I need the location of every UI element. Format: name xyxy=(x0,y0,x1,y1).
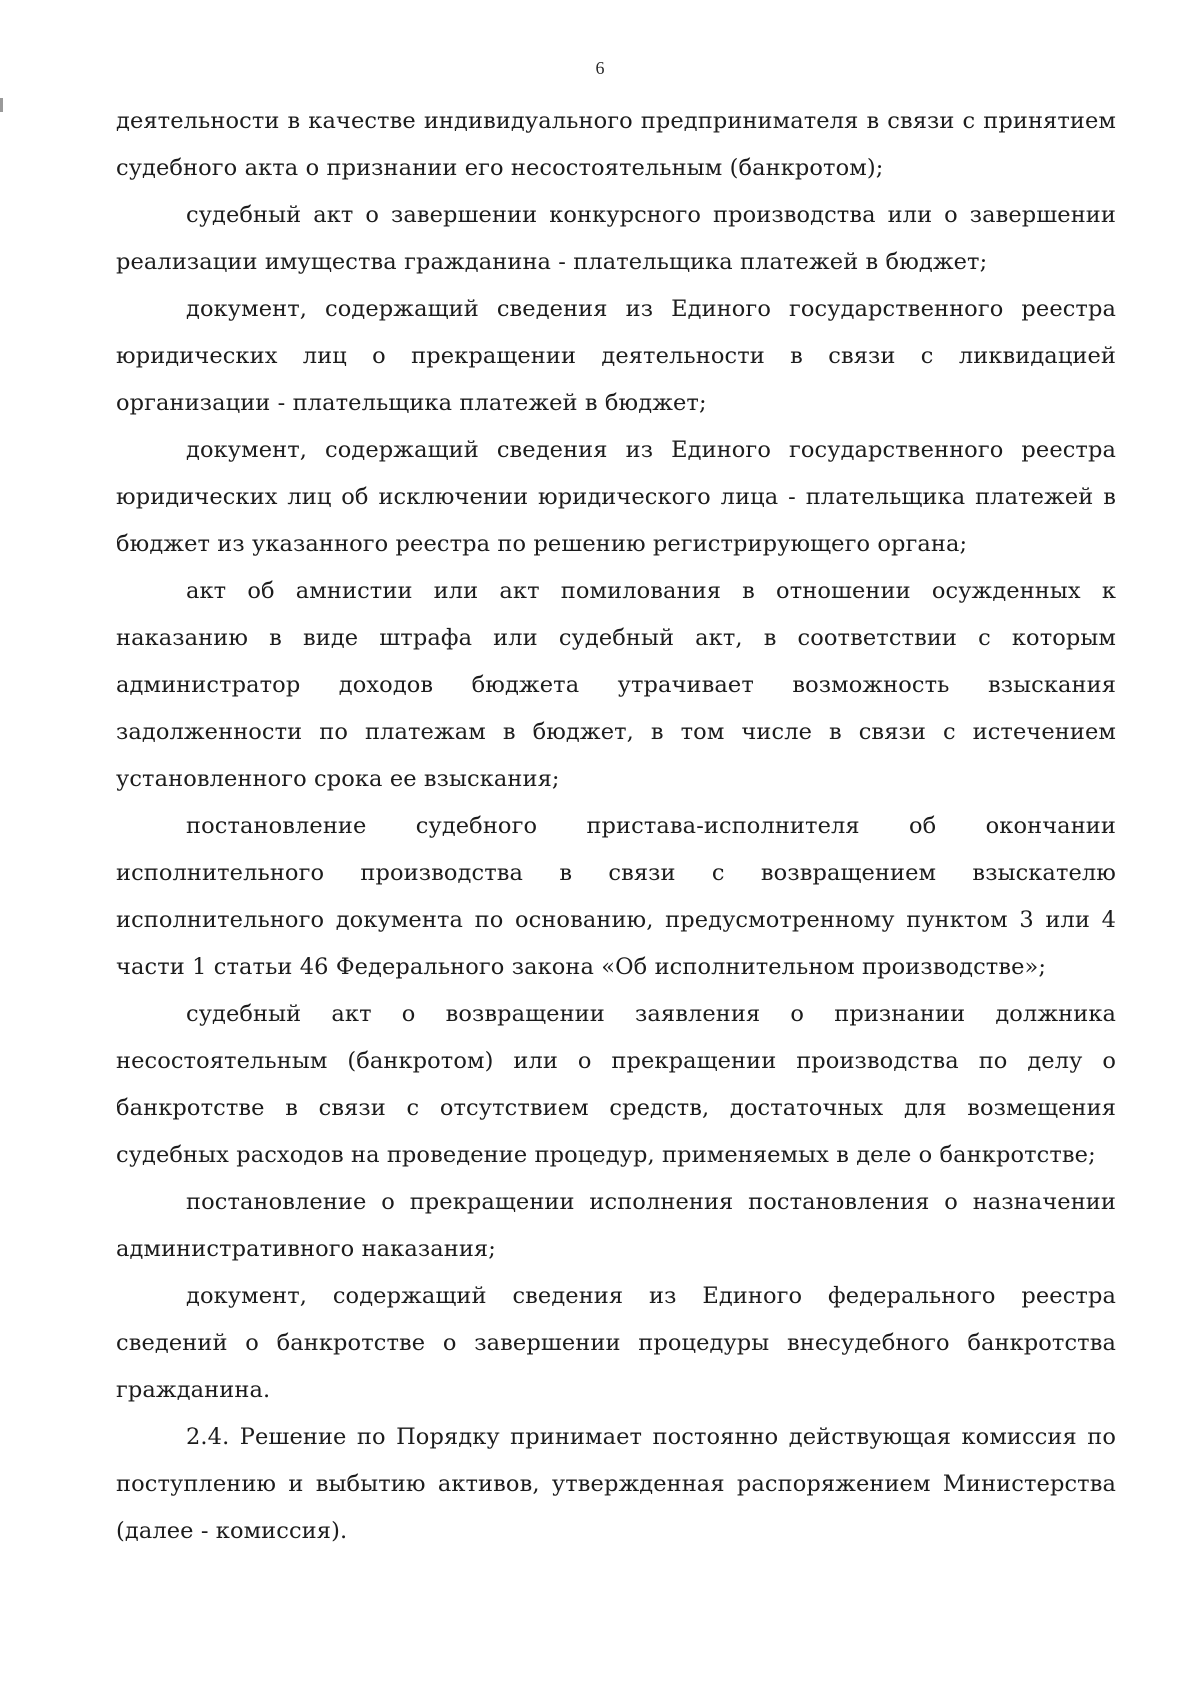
paragraph-amnesty-act: акт об амнистии или акт помилования в отношении осужденных к наказанию в виде штрафа или судебный акт, в соответствии с которым администратор доходов бюджета утрачивает возможность взыскания задолженности по платежам в бюджет, в том числе в связи с истечением установленного срока ее взыскания; xyxy=(116,578,1116,792)
paragraph-egrul-liquidation: документ, содержащий сведения из Единого государственного реестра юридических лиц о прекращении деятельности в связи с ликвидацией организации - плательщика платежей в бюджет; xyxy=(116,296,1116,416)
scan-edge-mark xyxy=(0,98,3,112)
document-body xyxy=(116,98,1116,1555)
paragraph-termination-of-execution: постановление о прекращении исполнения постановления о назначении административного наказания; xyxy=(116,1189,1116,1262)
paragraph-bankruptcy-completion-act: судебный акт о завершении конкурсного производства или о завершении реализации имущества гражданина - плательщика платежей в бюджет; xyxy=(116,202,1116,275)
paragraph-section-2-4: 2.4. Решение по Порядку принимает постоянно действующая комиссия по поступлению и выбытию активов, утвержденная распоряжением Министерства (далее - комиссия). xyxy=(116,1424,1116,1544)
page-number: 6 xyxy=(595,58,605,78)
paragraph-return-of-application: судебный акт о возвращении заявления о признании должника несостоятельным (банкротом) или о прекращении производства по делу о банкротстве в связи с отсутствием средств, достаточных для возмещения судебных расходов на проведение процедур, применяемых в деле о банкротстве; xyxy=(116,1001,1116,1168)
paragraph-federal-register: документ, содержащий сведения из Единого федерального реестра сведений о банкротстве о завершении процедуры внесудебного банкротства гражданина. xyxy=(116,1283,1116,1403)
paragraph-bailiff-resolution: постановление судебного пристава-исполнителя об окончании исполнительного производства в связи с возвращением взыскателю исполнительного документа по основанию, предусмотренному пунктом 3 или 4 части 1 статьи 46 Федерального закона «Об исполнительном производстве»; xyxy=(116,813,1116,980)
paragraph-egrul-exclusion: документ, содержащий сведения из Единого государственного реестра юридических лиц об исключении юридического лица - плательщика платежей в бюджет из указанного реестра по решению регистрирующего органа; xyxy=(116,437,1116,557)
paragraph-continuation: деятельности в качестве индивидуального предпринимателя в связи с принятием судебного акта о признании его несостоятельным (банкротом); xyxy=(116,108,1116,181)
